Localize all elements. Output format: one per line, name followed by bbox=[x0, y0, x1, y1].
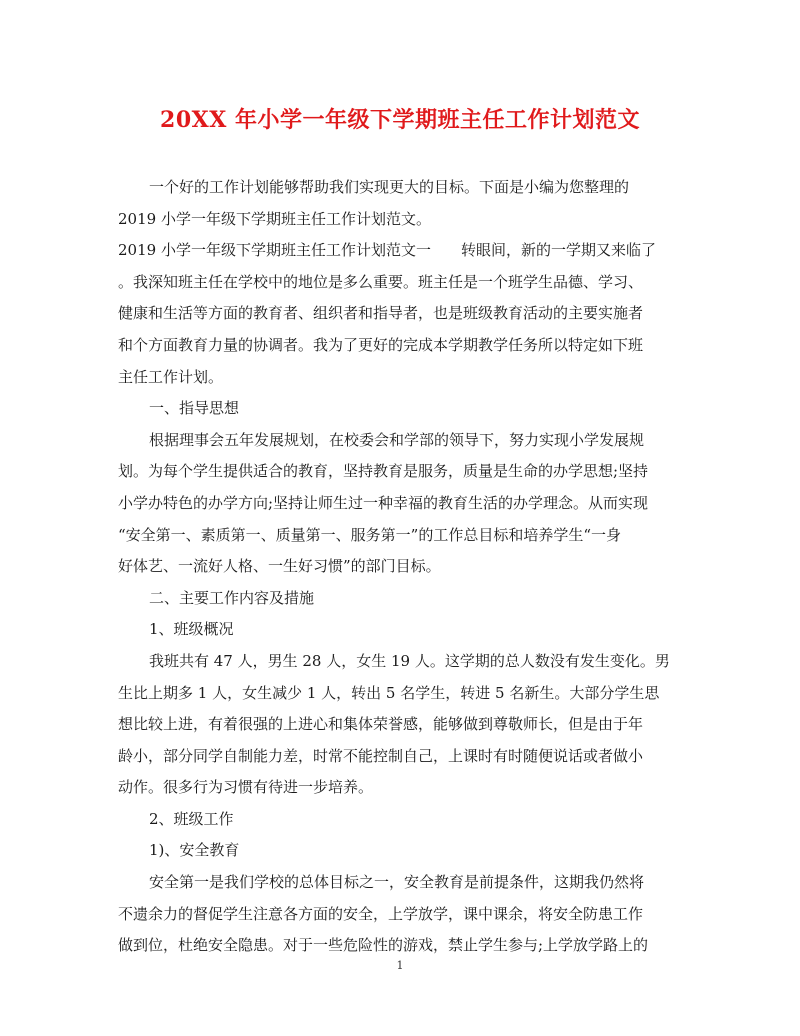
text-line: 健康和生活等方面的教育者、组织者和指导者，也是班级教育活动的主要实施者 bbox=[118, 304, 644, 323]
text-line: 动作。很多行为习惯有待进一步培养。 bbox=[118, 778, 374, 797]
text-line: 不遗余力的督促学生注意各方面的安全，上学放学，课中课余，将安全防患工作 bbox=[118, 904, 644, 923]
subsection-heading: 1)、安全教育 bbox=[149, 841, 240, 860]
text-line: 。我深知班主任在学校中的地位是多么重要。班主任是一个班学生品德、学习、 bbox=[118, 272, 644, 291]
text-line: 生比上期多 1 人，女生减少 1 人，转出 5 名学生，转进 5 名新生。大部分学生思 bbox=[118, 683, 660, 702]
text-line: 做到位，杜绝安全隐患。对于一些危险性的游戏，禁止学生参与;上学放学路上的 bbox=[118, 936, 649, 955]
text-line: 想比较上进，有着很强的上进心和集体荣誉感，能够做到尊敬师长，但是由于年 bbox=[118, 715, 644, 734]
page-number: 1 bbox=[396, 959, 404, 972]
text-line: 2019 小学一年级下学期班主任工作计划范文。 bbox=[118, 209, 431, 228]
text-line: 根据理事会五年发展规划，在校委会和学部的领导下，努力实现小学发展规 bbox=[149, 430, 645, 449]
text-line: 龄小，部分同学自制能力差，时常不能控制自己，上课时有时随便说话或者做小 bbox=[118, 746, 644, 765]
text-line: 小学办特色的办学方向;坚持让师生过一种幸福的教育生活的办学理念。从而实现 bbox=[118, 493, 649, 512]
subsection-heading: 1、班级概况 bbox=[149, 620, 234, 639]
text-line: 我班共有 47 人，男生 28 人，女生 19 人。这学期的总人数没有发生变化。男 bbox=[149, 651, 670, 670]
text-line: 主任工作计划。 bbox=[118, 367, 224, 386]
document-title: 20XX 年小学一年级下学期班主任工作计划范文 bbox=[160, 107, 640, 133]
text-line: 和个方面教育力量的协调者。我为了更好的完成本学期教学任务所以特定如下班 bbox=[118, 335, 644, 354]
text-line: 划。为每个学生提供适合的教育，坚持教育是服务，质量是生命的办学思想;坚持 bbox=[118, 462, 649, 481]
text-line: 一个好的工作计划能够帮助我们实现更大的目标。下面是小编为您整理的 bbox=[149, 178, 630, 196]
section-heading: 二、主要工作内容及措施 bbox=[149, 588, 315, 607]
text-line: “安全第一、素质第一、质量第一、服务第一”的工作总目标和培养学生“一身 bbox=[118, 525, 622, 544]
text-line: 好体艺、一流好人格、一生好习惯”的部门目标。 bbox=[118, 557, 441, 576]
subsection-heading: 2、班级工作 bbox=[149, 809, 234, 828]
text-line: 安全第一是我们学校的总体目标之一，安全教育是前提条件，这期我仍然将 bbox=[149, 873, 645, 892]
document-body bbox=[118, 172, 683, 962]
text-line: 2019 小学一年级下学期班主任工作计划范文一 转眼间，新的一学期又来临了 bbox=[118, 241, 656, 260]
section-heading: 一、指导思想 bbox=[149, 399, 240, 418]
